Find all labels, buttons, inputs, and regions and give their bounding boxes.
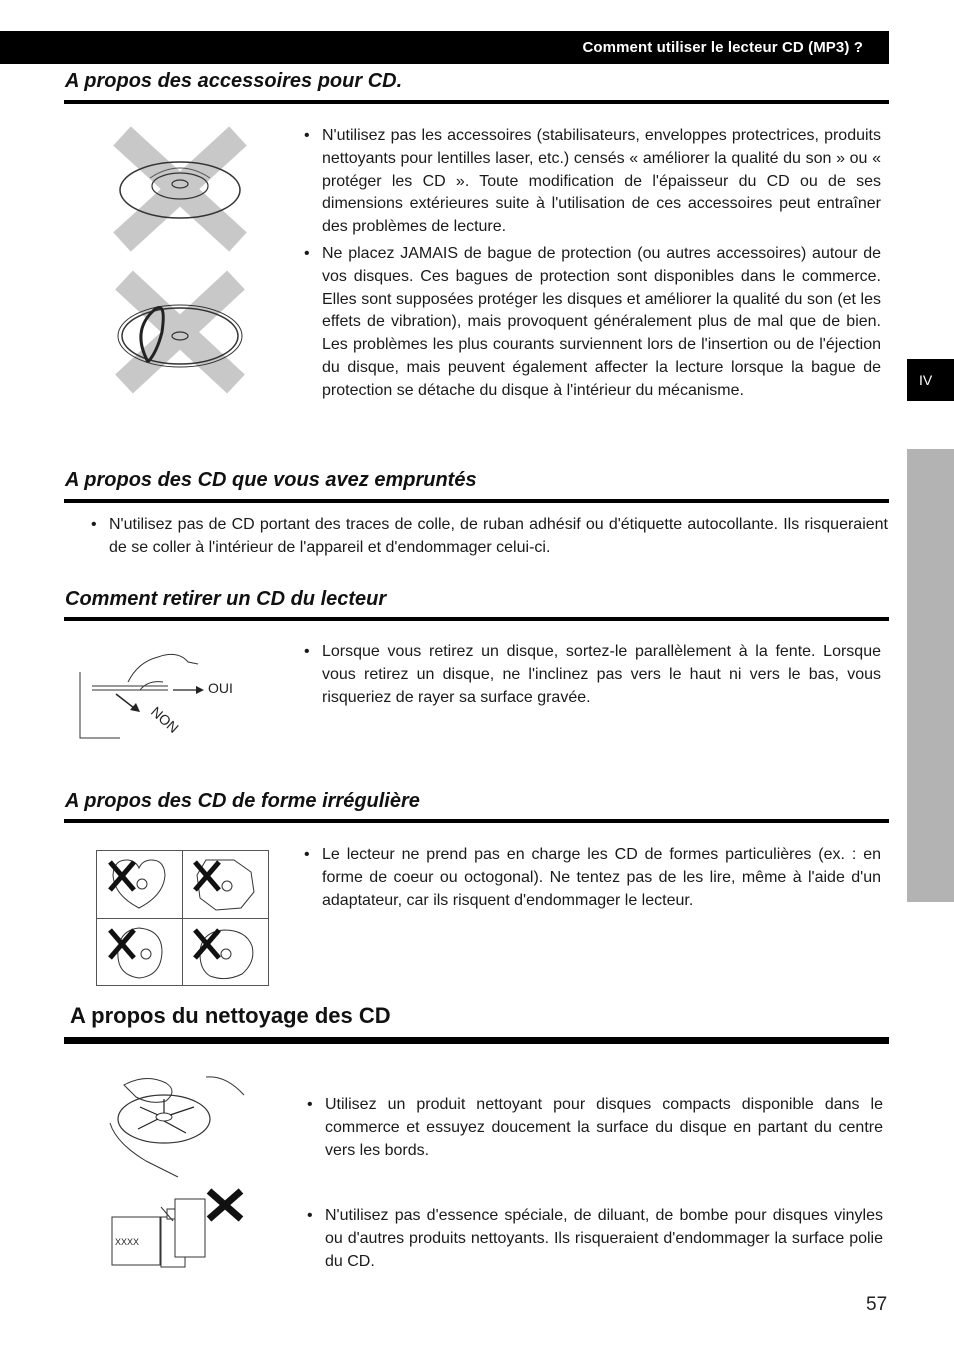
list-item: • N'utilisez pas d'essence spéciale, de diluant, de bombe pour disques vinyles ou d'autres produits nettoyants. Ils risqueraient d'endommager la surface polie du CD. [307, 1205, 883, 1273]
section-title-irregular: A propos des CD de forme irrégulière [65, 790, 420, 812]
section-rule [64, 100, 889, 104]
remove-bullet-list [304, 641, 881, 713]
irregular-bullet-list [304, 844, 881, 916]
section-title-remove: Comment retirer un CD du lecteur [65, 588, 387, 610]
non-label: NON [147, 703, 182, 737]
section-rule [64, 1037, 889, 1044]
header-bar [0, 31, 889, 64]
cleaning-bullet-list-2 [307, 1205, 883, 1277]
chapter-tab [907, 359, 954, 401]
chapter-tab-label: IV [919, 372, 933, 388]
oui-label: OUI [208, 680, 233, 696]
list-item: • Utilisez un produit nettoyant pour disques compacts disponible dans le commerce et essuyez doucement la surface du disque en partant du centre vers les bords. [307, 1094, 883, 1162]
list-item: • Ne placez JAMAIS de bague de protection (ou autres accessoires) autour de vos disques. Ces bagues de protection sont disponibles dans le commerce. Elles sont supposées protéger les disques et améliorer la qualité du son (et les effets de vibration), mais provoquent généralement plus de mal que de bien. Les problèmes les plus courants surviennent lors de l'insertion ou de l'éjection du disque, mais peuvent également affecter la lecture lorsque la bague de protection se détache du disque à l'intérieur du mécanisme. [304, 243, 881, 403]
protection-ring-cd-crossed-illustration [112, 272, 247, 392]
list-item: • N'utilisez pas les accessoires (stabilisateurs, enveloppes protectrices, produits nettoyants pour lentilles laser, etc.) censés « améliorer la qualité du son » ou « protéger les CD ». Toute modification de l'épaisseur du CD ou de ses dimensions extérieures suite à l'utilisation de ces accessoires peut entraîner des problèmes de lecture. [304, 125, 881, 239]
package-label: XXXX [115, 1237, 140, 1247]
section-rule [64, 499, 889, 503]
list-item: • Lorsque vous retirez un disque, sortez-le parallèlement à la fente. Lorsque vous retirez un disque, ne l'inclinez pas vers le haut ni vers le bas, vous risqueriez de rayer sa surface gravée. [304, 641, 881, 709]
list-item: • N'utilisez pas de CD portant des traces de colle, de ruban adhésif ou d'étiquette autocollante. Ils risqueraient de se coller à l'intérieur de l'appareil et d'endommager celui-ci. [91, 514, 888, 560]
section-title-borrowed: A propos des CD que vous avez empruntés [65, 469, 477, 491]
irregular-cd-grid-illustration [96, 850, 270, 987]
section-title-cleaning: A propos du nettoyage des CD [70, 1003, 391, 1028]
cleaning-cd-illustration [106, 1073, 248, 1178]
header-title: Comment utiliser le lecteur CD (MP3) ? [582, 39, 863, 56]
page-number: 57 [866, 1294, 888, 1315]
borrowed-bullet-list [91, 514, 888, 564]
accessories-bullet-list [304, 125, 881, 407]
list-item: • Le lecteur ne prend pas en charge les CD de formes particulières (ex. : en forme de coeur ou octogonal). Ne tentez pas de les lire, même à l'aide d'un adaptateur, car ils risquent d'endommager le lecteur. [304, 844, 881, 912]
section-title-accessories: A propos des accessoires pour CD. [65, 70, 403, 92]
section-rule [64, 617, 889, 621]
stabilizer-cd-crossed-illustration [110, 128, 250, 250]
section-rule [64, 819, 889, 823]
solvent-products-crossed-illustration [109, 1187, 249, 1269]
chapter-index-strip [907, 449, 954, 902]
remove-cd-illustration [78, 642, 258, 747]
cleaning-bullet-list-1 [307, 1094, 883, 1166]
